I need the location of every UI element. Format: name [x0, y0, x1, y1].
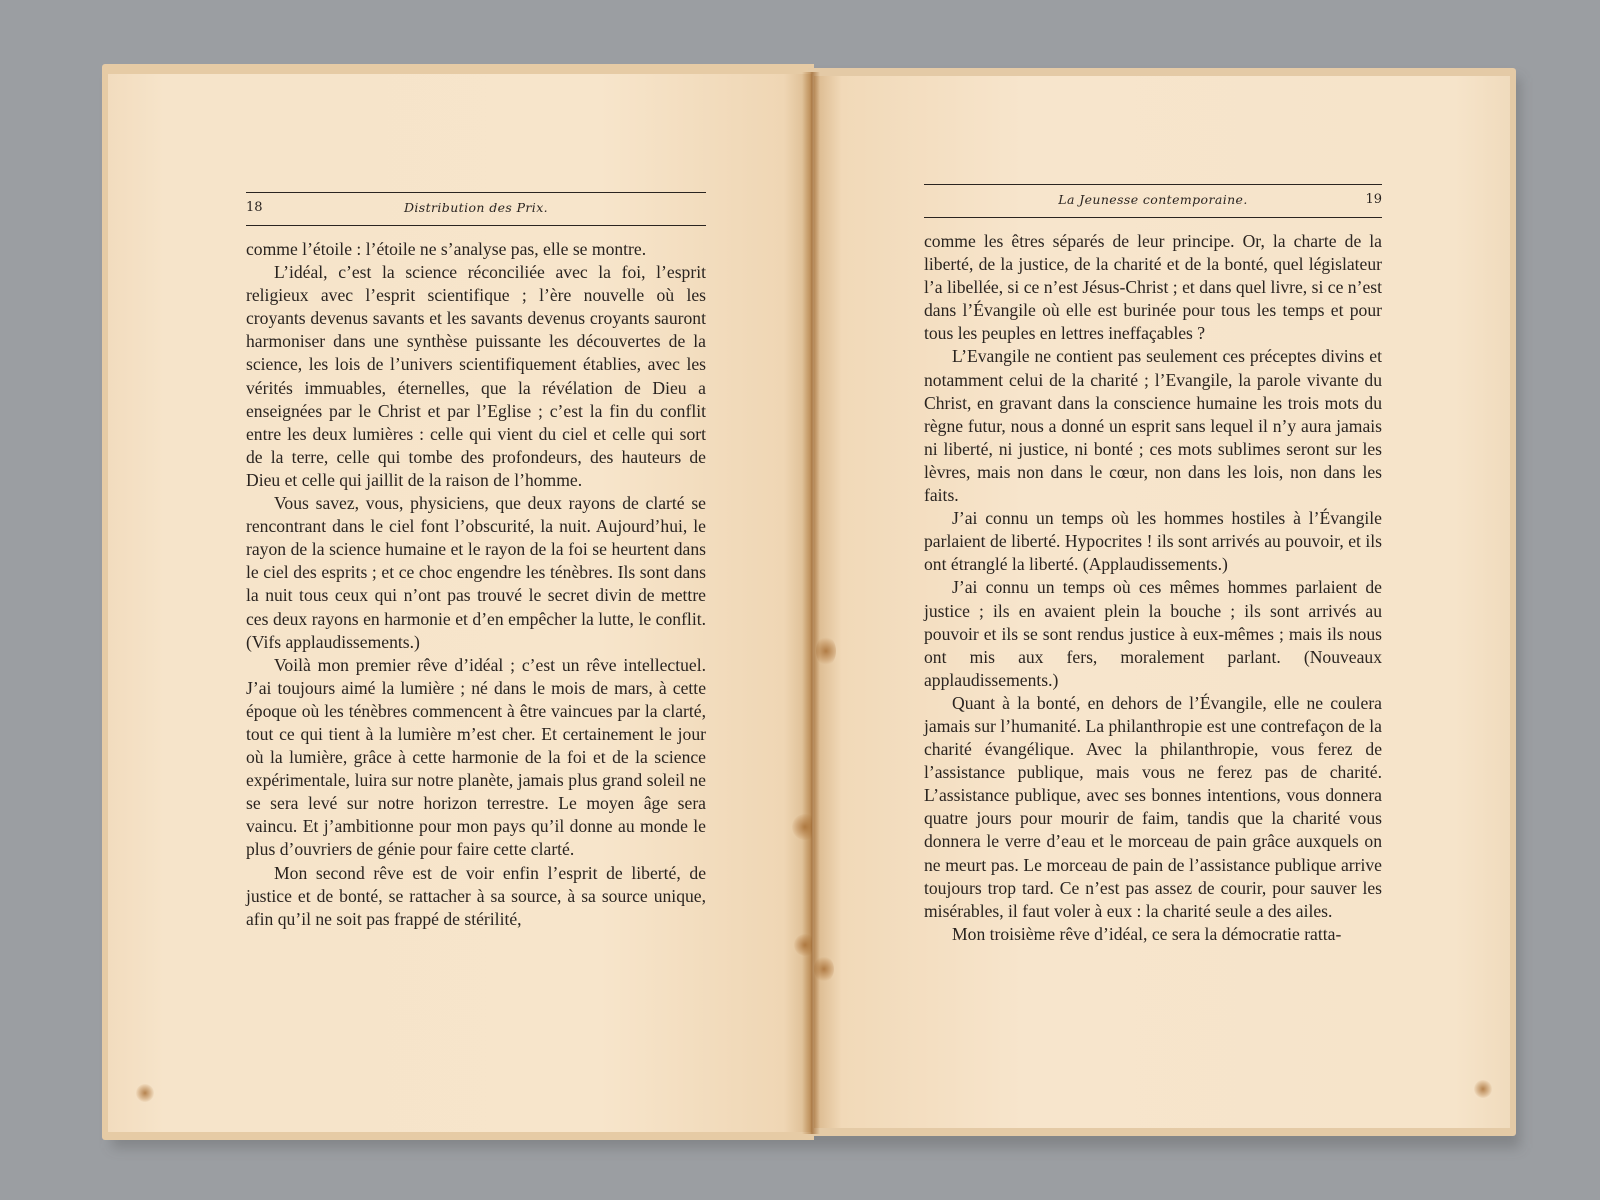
right-running-header	[924, 184, 1382, 218]
paragraph: J’ai connu un temps où les hommes hostiles à l’Évangile parlaient de liberté. Hypocrites ! ils sont arrivés au pouvoir, et ils ont étranglé la liberté. (Applaudissements.)	[924, 508, 1382, 575]
foxing-stain	[1474, 1080, 1492, 1098]
paragraph: Quant à la bonté, en dehors de l’Évangile, elle ne coulera jamais sur l’humanité. La philanthropie est une contrefaçon de la charité évangélique. Avec la philanthropie, vous ferez de l’assistance publique, mais vous ne ferez pas de charité. L’assistance publique, avec ses bonnes intentions, vous donnera quatre jours pour mourir de faim, tandis que la charité vous donnera le verre d’eau et le morceau de pain grâce auxquels on ne meurt pas. Le morceau de pain de l’assistance publique arrive toujours trop tard. Ce n’est pas assez de courir, pour sauver les misérables, il faut voler à eux : la charité seule a des ailes.	[924, 692, 1382, 921]
paragraph: L’idéal, c’est la science réconciliée avec la foi, l’esprit religieux avec l’esprit scientifique ; l’ère nouvelle où les croyants devenus savants et les savants devenus croyants sauront harmoniser dans une synthèse puissante les découvertes de la science, les lois de l’univers scientifiquement établies, avec les vérités immuables, éternelles, que la révélation de Dieu a enseignées par le Christ et par l’Eglise ; c’est la fin du conflit entre les deux lumières : celle qui vient du ciel et celle qui sort de la terre, celle qui tombe des profondeurs, des hauteurs de Dieu et celle qui jaillit de la raison de l’homme.	[246, 262, 706, 490]
paragraph: L’Evangile ne contient pas seulement ces préceptes divins et notamment celui de la charité ; l’Evangile, la parole vivante du Christ, en gravant dans la conscience humaine les trois mots du règne futur, nous a donné un esprit sans lequel il n’y aura jamais ni liberté, ni justice, ni bonté ; ces mots sublimes seront sur les lèvres, mais non dans le cœur, non dans les lois, non dans les faits.	[924, 346, 1382, 506]
right-page	[814, 76, 1510, 1128]
left-running-header	[246, 192, 706, 226]
book-gutter	[802, 72, 820, 1134]
paragraph: Vous savez, vous, physiciens, que deux rayons de clarté se rencontrant dans le ciel font l’obscurité, la nuit. Aujourd’hui, le rayon de la science humaine et le rayon de la foi se heurtent dans le ciel des esprits ; et ce choc engendre les ténèbres. Ils sont dans la nuit tous ceux qui n’ont pas trouvé le secret divin de mettre ces deux rayons en harmonie et d’en empêcher la lutte, le conflit. (Vifs applaudissements.)	[246, 493, 706, 652]
left-page	[108, 74, 812, 1132]
left-page-number: 18	[246, 200, 263, 215]
right-page-body	[924, 230, 1382, 946]
paragraph: Voilà mon premier rêve d’idéal ; c’est un rêve intellectuel. J’ai toujours aimé la lumière ; né dans le mois de mars, à cette époque où les ténèbres commencent à être vaincues par la clarté, tout ce qui tient à la lumière m’est cher. Et certainement le jour où la lumière, grâce à cette harmonie de la foi et de la science expérimentale, luira sur notre planète, jamais plus grand soleil ne se sera levé sur notre horizon terrestre. Le moyen âge sera vaincu. Et j’ambitionne pour mon pays qu’il donne au monde le plus d’ouvriers de génie pour faire cette clarté.	[246, 654, 706, 860]
right-page-number: 19	[1365, 192, 1382, 207]
paragraph: Mon troisième rêve d’idéal, ce sera la démocratie ratta-	[952, 923, 1342, 944]
paragraph: J’ai connu un temps où ces mêmes hommes parlaient de justice ; ils en avaient plein la bouche ; ils sont arrivés au pouvoir et ils se sont rendus justice à eux-mêmes ; mais ils nous ont mis aux fers, moralement parlant. (Nouveaux applaudissements.)	[924, 577, 1382, 690]
foxing-stain	[136, 1084, 154, 1102]
left-running-head-title: Distribution des Prix.	[403, 200, 549, 215]
paragraph: comme les êtres séparés de leur principe. Or, la charte de la liberté, de la justice, de la charité et de la bonté, quel législateur l’a libellée, si ce n’est Jésus-Christ ; et dans quel livre, si ce n’est dans l’Évangile où elle est burinée pour tous les temps et pour tous les peuples en lettres ineffaçables ?	[924, 231, 1382, 344]
left-page-body	[246, 238, 706, 931]
right-running-head-title: La Jeunesse contemporaine.	[1058, 192, 1248, 207]
paragraph: Mon second rêve est de voir enfin l’esprit de liberté, de justice et de bonté, se rattacher à sa source, à sa source unique, afin qu’il ne soit pas frappé de stérilité,	[246, 862, 706, 929]
paragraph: comme l’étoile : l’étoile ne s’analyse pas, elle se montre.	[246, 239, 647, 259]
open-book	[102, 64, 1516, 1140]
